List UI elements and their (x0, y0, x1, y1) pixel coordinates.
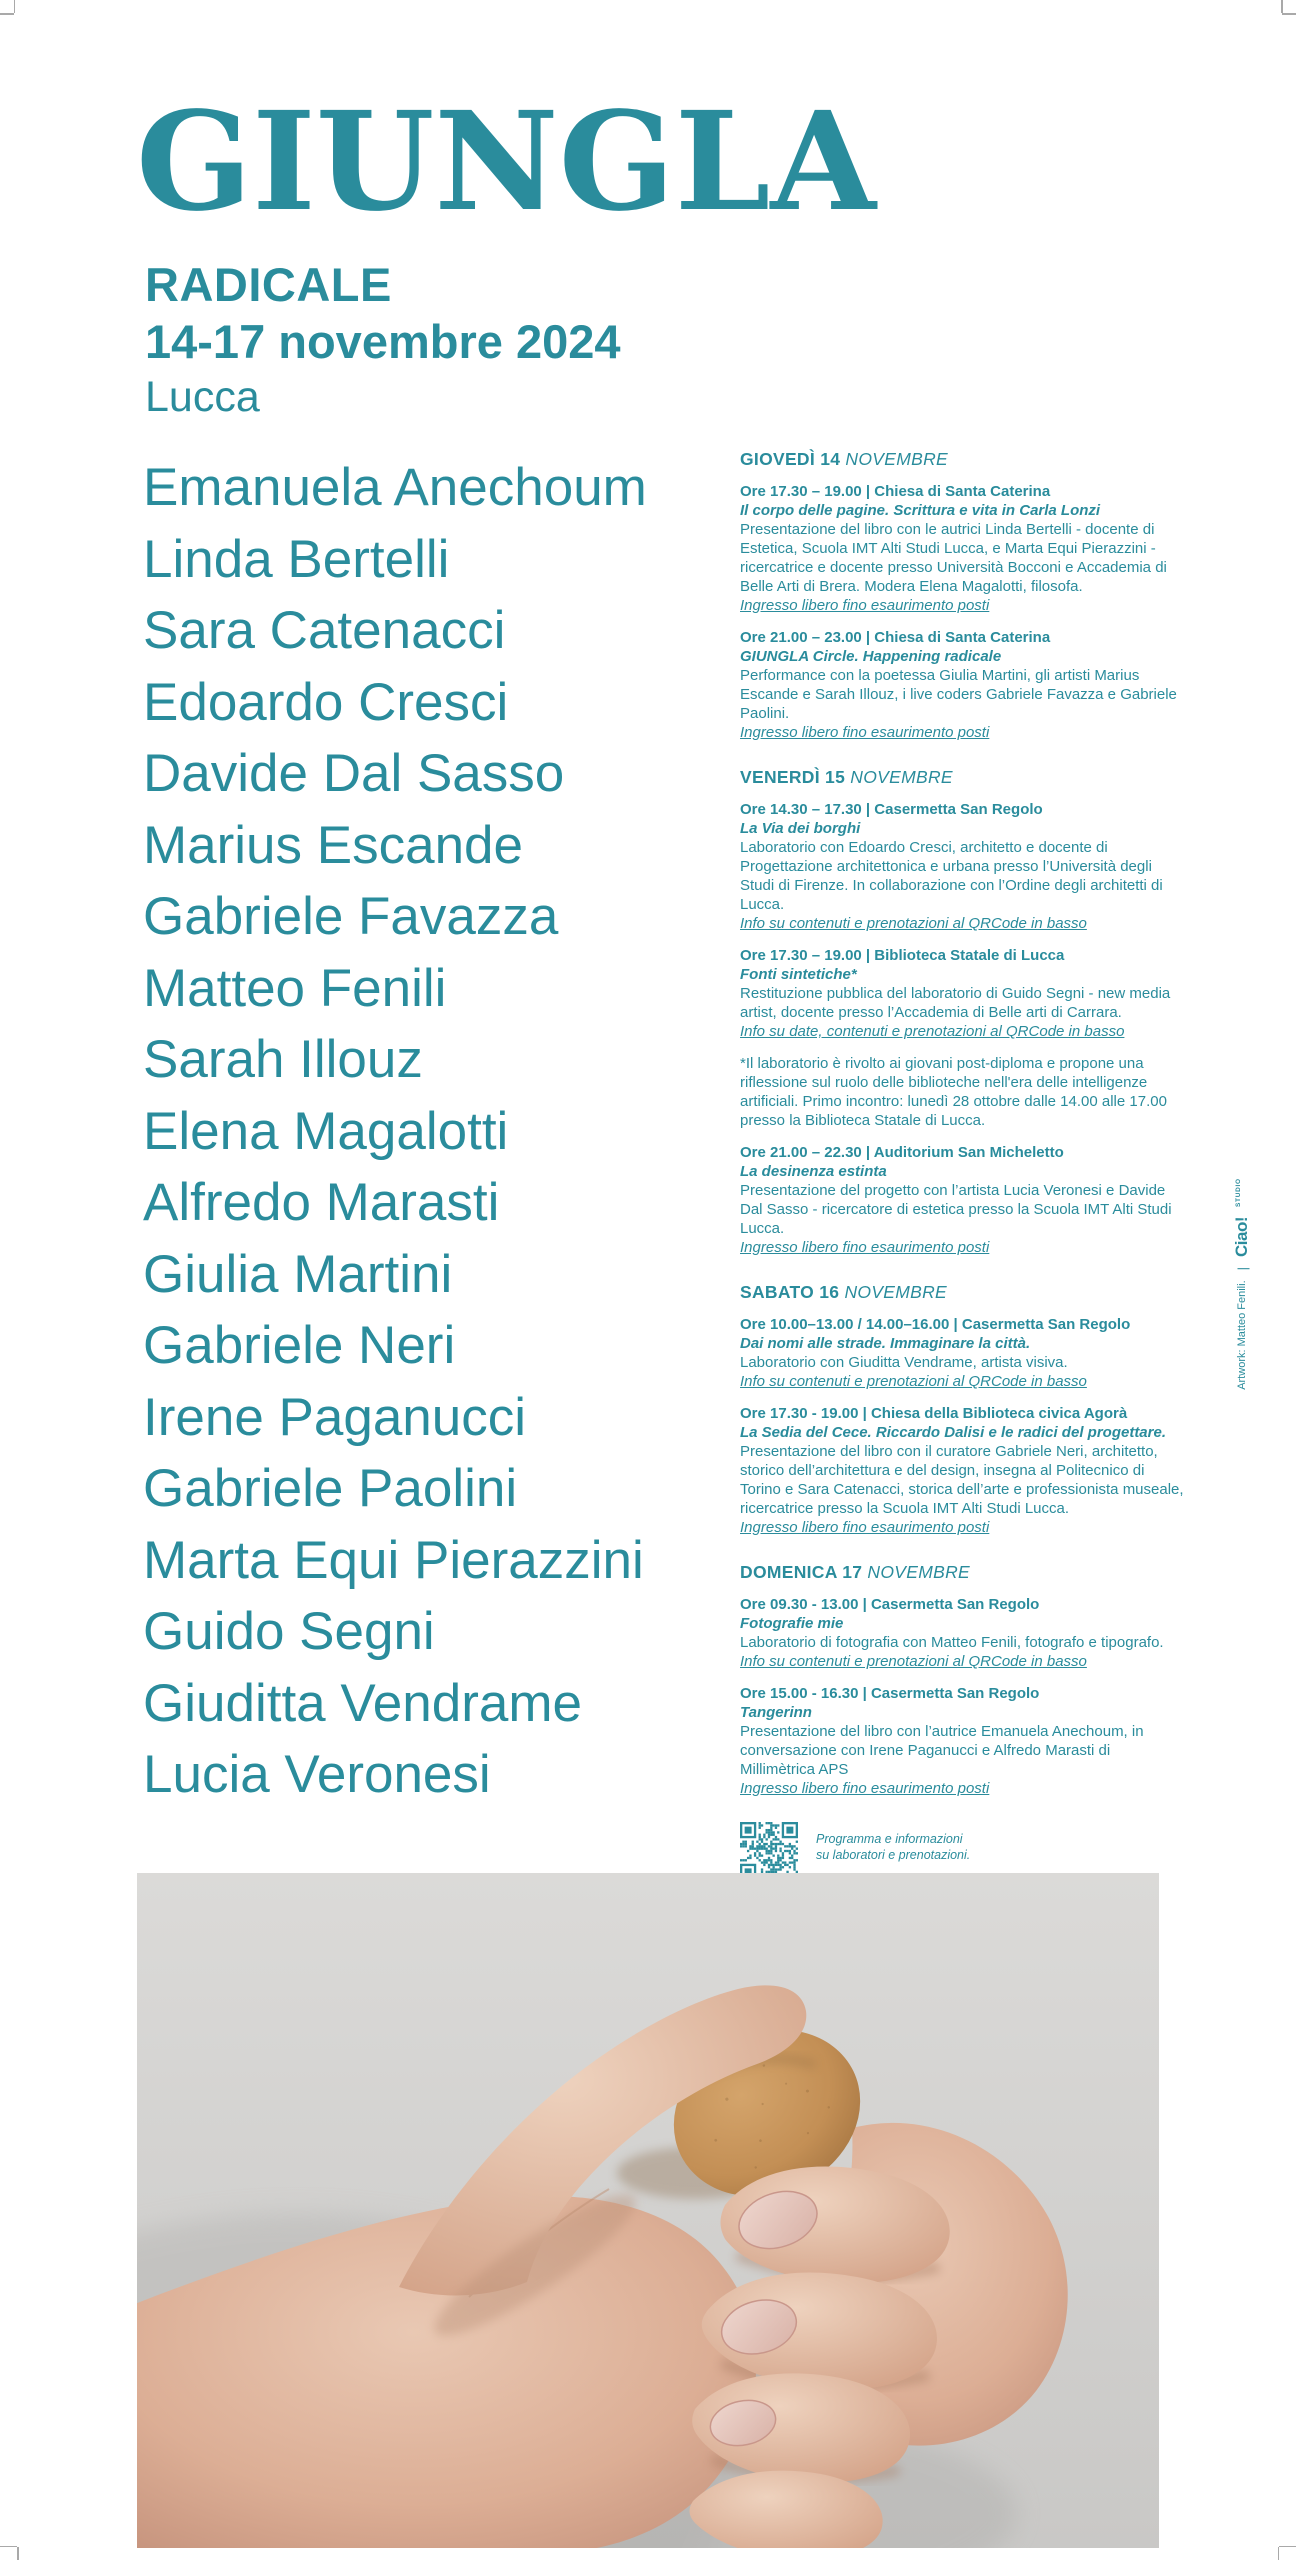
event-dates: 14-17 novembre 2024 (145, 315, 621, 368)
event-time-venue: Ore 15.00 - 16.30 | Casermetta San Regolo (740, 1685, 1040, 1702)
event-note: Info su contenuti e prenotazioni al QRCode in basso (740, 915, 1087, 932)
event-title: La Sedia del Cece. Riccardo Dalisi e le radici del progettare. (740, 1424, 1166, 1441)
speaker-name: Elena Magalotti (143, 1101, 509, 1161)
speaker-name: Giuditta Vendrame (143, 1673, 582, 1733)
event-description: Restituzione pubblica del laboratorio di Guido Segni - new media artist, docente presso l’Accademia di Belle arti di Carrara. (740, 985, 1171, 1021)
artwork-credit-text: Artwork: Matteo Fenili. (1236, 1280, 1248, 1390)
event (740, 1054, 1184, 1130)
event-logo: GIUNGLA (136, 82, 876, 242)
event-time-venue: Ore 17.30 – 19.00 | Chiesa di Santa Caterina (740, 483, 1051, 500)
event-note: Ingresso libero fino esaurimento posti (740, 1519, 990, 1536)
speaker-name: Matteo Fenili (143, 958, 447, 1018)
event-title: GIUNGLA Circle. Happening radicale (740, 648, 1002, 665)
event-description: Laboratorio di fotografia con Matteo Fenili, fotografo e tipografo. (740, 1634, 1164, 1651)
day-name: VENERDÌ 15 (740, 767, 851, 787)
event-description: Laboratorio con Edoardo Cresci, architetto e docente di Progettazione architettonica e urbana presso l’Università degli Studi di Firenze. In collaborazione con l’Ordine degli architetti di Lucca. (740, 839, 1163, 913)
event-time-venue: Ore 10.00–13.00 / 14.00–16.00 | Casermetta San Regolo (740, 1316, 1131, 1333)
event (740, 1404, 1184, 1537)
speaker-name: Lucia Veronesi (143, 1745, 491, 1804)
event-time-venue: Ore 17.30 - 19.00 | Chiesa della Biblioteca civica Agorà (740, 1405, 1128, 1422)
crop-mark-top-left-h (0, 13, 14, 15)
speaker-name: Alfredo Marasti (143, 1173, 500, 1232)
day-month: NOVEMBRE (850, 767, 953, 787)
event-note: Info su contenuti e prenotazioni al QRCode in basso (740, 1373, 1087, 1390)
crop-mark-top-left-v (14, 0, 16, 13)
day-header (740, 1563, 1184, 1582)
event-time-venue: Ore 21.00 – 23.00 | Chiesa di Santa Caterina (740, 629, 1051, 646)
artwork-credit (1232, 1178, 1252, 1390)
program-column (740, 450, 1184, 1880)
speaker-name: Marta Equi Pierazzini (143, 1530, 644, 1590)
speaker-name: Gabriele Favazza (143, 887, 559, 946)
event (740, 800, 1184, 933)
qr-row (740, 1822, 1184, 1880)
qr-caption (816, 1822, 970, 1880)
event-title: Fonti sintetiche* (740, 966, 857, 983)
crop-mark-bottom-left-v (17, 2547, 19, 2560)
event-time-venue: Ore 09.30 - 13.00 | Casermetta San Regolo (740, 1596, 1040, 1613)
crop-mark-bottom-right-h (1279, 2546, 1296, 2548)
event-time-venue: Ore 14.30 – 17.30 | Casermetta San Regolo (740, 801, 1043, 818)
hand-egg-photo (137, 1873, 1159, 2548)
speaker-name: Linda Bertelli (143, 529, 450, 589)
event-title: Fotografie mie (740, 1615, 844, 1632)
speaker-name: Gabriele Neri (143, 1316, 456, 1375)
event-description: Presentazione del libro con l’autrice Emanuela Anechoum, in conversazione con Irene Paganucci e Alfredo Marasti di Millimètrica APS (740, 1723, 1144, 1778)
event-description: Laboratorio con Giuditta Vendrame, artista visiva. (740, 1354, 1068, 1371)
speaker-name: Emanuela Anechoum (143, 458, 647, 517)
speaker-name: Guido Segni (143, 1602, 435, 1661)
speaker-name: Irene Paganucci (143, 1387, 527, 1447)
day-name: DOMENICA 17 (740, 1562, 868, 1582)
event-time-venue: Ore 17.30 – 19.00 | Biblioteca Statale di Lucca (740, 947, 1065, 964)
event (740, 1684, 1184, 1798)
event (740, 482, 1184, 615)
event-note: Ingresso libero fino esaurimento posti (740, 724, 990, 741)
qr-caption-line1: Programma e informazioni (816, 1832, 963, 1846)
event-title: Il corpo delle pagine. Scrittura e vita in Carla Lonzi (740, 502, 1101, 519)
qr-caption-line2: su laboratori e prenotazioni. (816, 1848, 971, 1862)
event (740, 628, 1184, 742)
day-month: NOVEMBRE (845, 449, 948, 469)
studio-logo: Ciao! (1232, 1216, 1251, 1257)
event-title: Tangerinn (740, 1704, 812, 1721)
speaker-name: Marius Escande (143, 815, 524, 875)
crop-mark-bottom-right-v (1278, 2547, 1280, 2560)
speaker-name: Sarah Illouz (143, 1030, 423, 1089)
event-city: Lucca (145, 373, 260, 421)
event-title: La Via dei borghi (740, 820, 861, 837)
day-month: NOVEMBRE (844, 1282, 948, 1302)
event (740, 946, 1184, 1041)
speaker-name: Gabriele Paolini (143, 1459, 518, 1518)
day-name: SABATO 16 (740, 1282, 845, 1302)
studio-logo-suffix: STUDIO (1235, 1178, 1242, 1207)
hand-egg-photo-svg (137, 1873, 1159, 2548)
event-note: Ingresso libero fino esaurimento posti (740, 1780, 990, 1797)
event-title: La desinenza estinta (740, 1163, 887, 1180)
event-description: Presentazione del progetto con l’artista Lucia Veronesi e Davide Dal Sasso - ricercatore di estetica presso la Scuola IMT Alti Studi Lucca. (740, 1182, 1172, 1237)
event-note: Ingresso libero fino esaurimento posti (740, 597, 990, 614)
speaker-name: Sara Catenacci (143, 601, 506, 660)
event-description: Presentazione del libro con le autrici Linda Bertelli - docente di Estetica, Scuola IMT Alti Studi Lucca, e Marta Equi Pierazzini - ricercatrice e docente presso Università Bocconi e Accademia di Belle Arti di Brera. Modera Elena Magalotti, filosofa. (740, 521, 1167, 595)
event-title: Dai nomi alle strade. Immaginare la città. (740, 1335, 1031, 1352)
event (740, 1315, 1184, 1391)
qr-code-icon (740, 1822, 798, 1880)
day-header (740, 450, 1184, 469)
event-description: *Il laboratorio è rivolto ai giovani post-diploma e propone una riflessione sul ruolo delle biblioteche nell'era delle intelligenze artificiali. Primo incontro: lunedì 28 ottobre dalle 14.00 alle 17.00 presso la Biblioteca Statale di Lucca. (740, 1055, 1167, 1129)
speaker-name: Davide Dal Sasso (143, 744, 565, 803)
event-note: Info su contenuti e prenotazioni al QRCode in basso (740, 1653, 1087, 1670)
day-name: GIOVEDÌ 14 (740, 449, 846, 469)
event (740, 1595, 1184, 1671)
speaker-name: Giulia Martini (143, 1244, 453, 1304)
credit-separator: | (1234, 1266, 1250, 1271)
day-header (740, 1283, 1184, 1302)
event (740, 1143, 1184, 1257)
event-note: Info su date, contenuti e prenotazioni al QRCode in basso (740, 1023, 1125, 1040)
event-subtitle: RADICALE (145, 258, 392, 311)
event-description: Presentazione del libro con il curatore Gabriele Neri, architetto, storico dell’architettura e del design, insegna al Politecnico di Torino e Sara Catenacci, storica dell’arte e professionista museale, ricercatrice presso la Scuola IMT Alti Studi Lucca. (740, 1443, 1184, 1517)
event-time-venue: Ore 21.00 – 22.30 | Auditorium San Micheletto (740, 1144, 1064, 1161)
crop-mark-top-right-h (1282, 13, 1296, 15)
day-month: NOVEMBRE (867, 1562, 970, 1582)
event-note: Ingresso libero fino esaurimento posti (740, 1239, 990, 1256)
speaker-name: Edoardo Cresci (143, 672, 509, 732)
day-header (740, 768, 1184, 787)
event-description: Performance con la poetessa Giulia Martini, gli artisti Marius Escande e Sarah Illouz, i live coders Gabriele Favazza e Gabriele Paolini. (740, 667, 1177, 722)
event-subhead (145, 256, 621, 424)
speakers-list (143, 452, 647, 1811)
crop-mark-top-right-v (1281, 0, 1283, 13)
crop-mark-bottom-left-h (0, 2546, 17, 2548)
